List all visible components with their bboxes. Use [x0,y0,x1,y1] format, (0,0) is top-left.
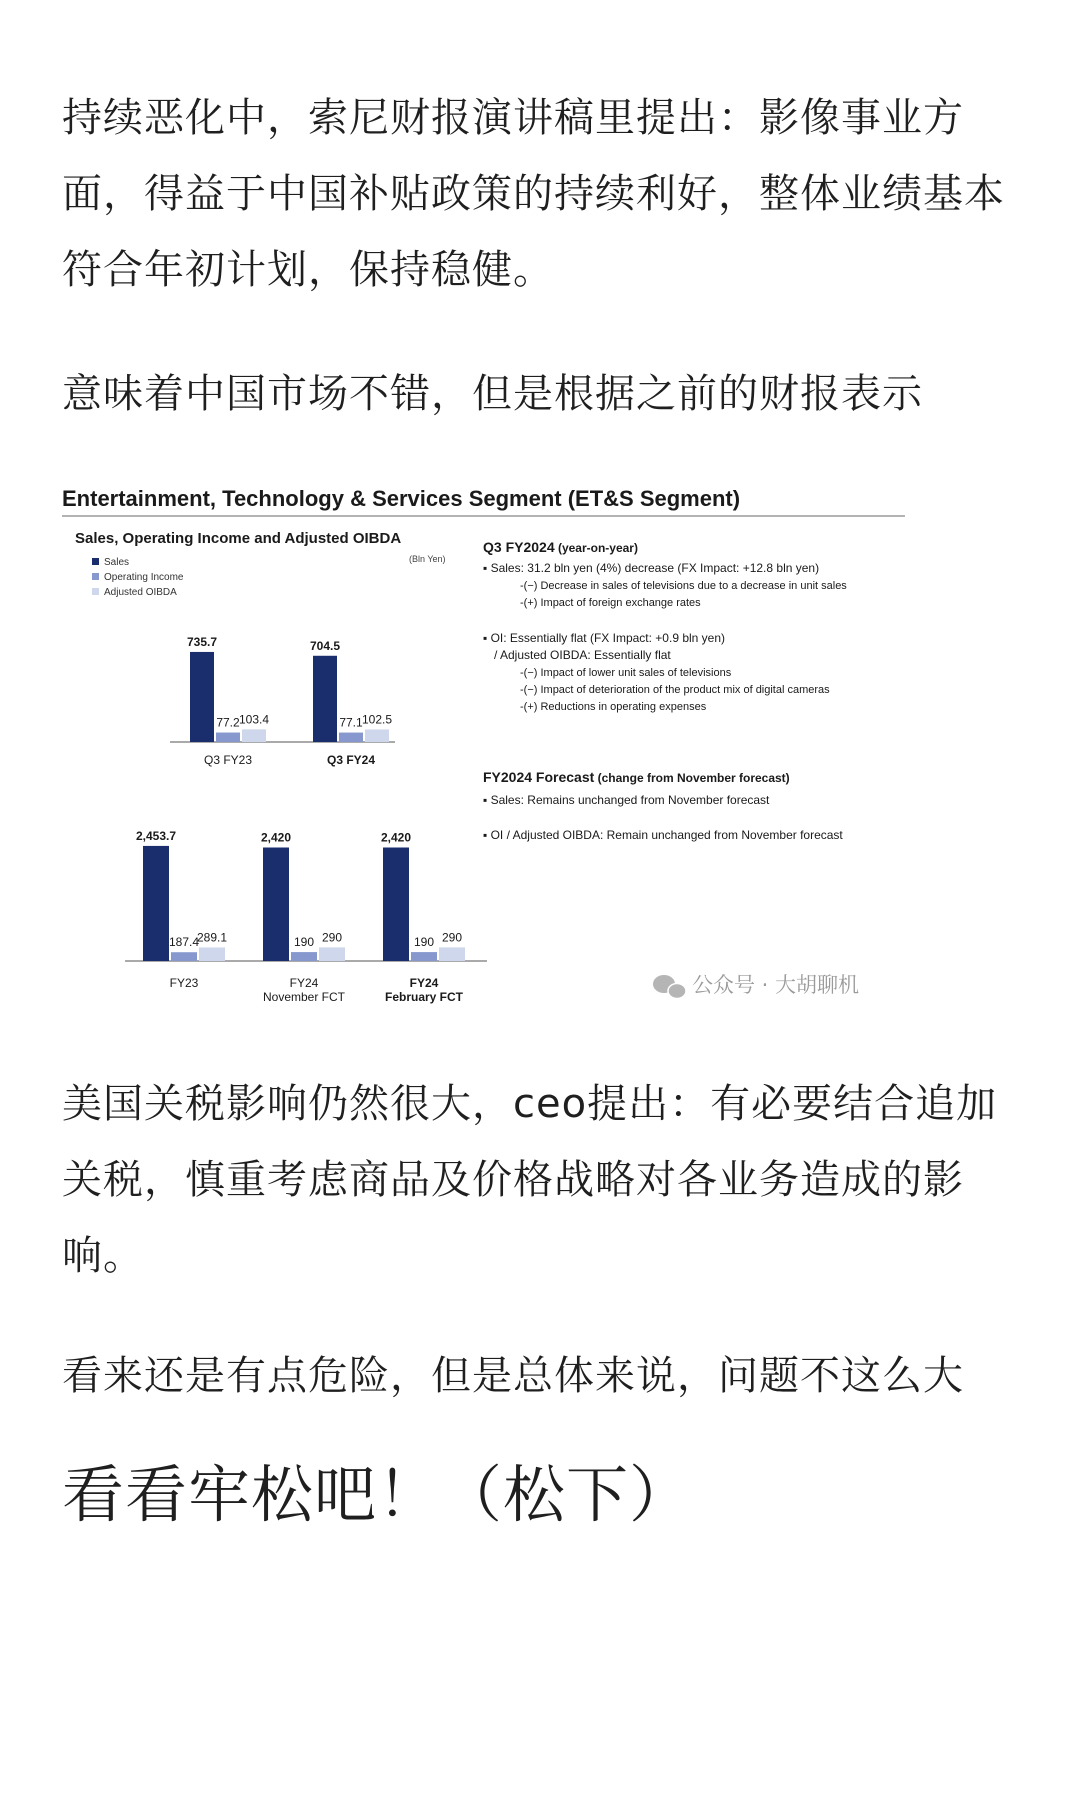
data-label-operating-income: 190 [413,935,435,950]
data-label-operating-income: 77.2 [216,715,240,730]
category-label: Q3 FY23 [203,753,253,767]
bar-operating-income [411,952,437,961]
category-label: FY23 [169,976,199,990]
forecast-oi-line: ▪ OI / Adjusted OIBDA: Remain unchanged from November forecast [483,828,843,842]
data-label-sales: 2,420 [260,830,292,845]
data-label-adjusted-oibda: 290 [441,930,463,945]
right-text-block [483,539,847,842]
annual-bar-chart [125,829,487,1004]
unit-label: (Bln Yen) [409,554,446,564]
data-label-sales: 735.7 [186,634,218,649]
q3-oi-sub-1: -(−) Impact of lower unit sales of televisions [520,667,732,679]
paragraph-imaging-business: 持续恶化中，索尼财报演讲稿里提出：影像事业方面，得益于中国补贴政策的持续利好，整体业绩基本符合年初计划，保持稳健。 [62,95,1005,293]
bar-adjusted-oibda [439,947,465,961]
data-label-sales: 704.5 [309,638,341,653]
section-heading-panasonic: 看看牢松吧！（松下） [62,1458,693,1531]
q3-sales-sub-1: -(−) Decrease in sales of televisions due to a decrease in unit sales [520,580,847,592]
category-label: FY24 [409,976,439,990]
bar-operating-income [339,733,363,742]
data-label-sales: 2,420 [380,830,412,845]
legend-sales: Sales [104,557,130,568]
data-label-adjusted-oibda: 289.1 [196,930,228,945]
forecast-sales-line: ▪ Sales: Remains unchanged from November forecast [483,793,770,807]
legend-swatch-sales [92,558,99,565]
bar-operating-income [171,952,197,961]
q3-oi-sub-2: -(−) Impact of deterioration of the product mix of digital cameras [520,684,830,696]
bar-adjusted-oibda [242,729,266,742]
category-label: Q3 FY24 [326,753,376,767]
data-label-adjusted-oibda: 290 [321,930,343,945]
bar-sales [313,656,337,742]
q3-oi-sub-3: -(+) Reductions in operating expenses [520,701,707,713]
bar-sales [263,848,289,961]
data-label-adjusted-oibda: 102.5 [361,712,393,727]
watermark [653,973,859,999]
category-label: February FCT [384,990,464,1004]
chart-title: Sales, Operating Income and Adjusted OIBDA [75,530,402,547]
bar-sales [143,846,169,961]
q3-oi-line: ▪ OI: Essentially flat (FX Impact: +0.9 bln yen) [483,631,726,645]
data-label-sales: 2,453.7 [135,828,177,843]
bar-adjusted-oibda [199,947,225,961]
legend-adjusted-oibda: Adjusted OIBDA [104,587,177,598]
slide-title: Entertainment, Technology & Services Segment (ET&S Segment) [62,486,741,511]
paragraph-conclusion: 看来还是有点危险，但是总体来说，问题不这么大 [62,1353,964,1399]
chart-legend [92,557,184,598]
bar-sales [383,848,409,961]
paragraph-china-market: 意味着中国市场不错，但是根据之前的财报表示 [62,371,923,417]
forecast-heading: FY2024 Forecast (change from November forecast) [483,769,790,785]
paragraph-us-tariffs: 美国关税影响仍然很大，ceo提出：有必要结合追加关税，慎重考虑商品及价格战略对各业务造成的影响。 [62,1081,998,1279]
bar-operating-income [291,952,317,961]
q3-sales-sub-2: -(+) Impact of foreign exchange rates [520,597,701,609]
bar-adjusted-oibda [365,729,389,742]
category-label: November FCT [262,990,346,1004]
wechat-icon [653,975,686,999]
q3-oibda-line: / Adjusted OIBDA: Essentially flat [494,648,671,662]
legend-swatch-adjusted-oibda [92,588,99,595]
data-label-operating-income: 190 [293,935,315,950]
bar-adjusted-oibda [319,947,345,961]
bar-operating-income [216,733,240,742]
ets-segment-slide [0,470,1080,1010]
data-label-adjusted-oibda: 103.4 [238,712,270,727]
watermark-text: 公众号 · 大胡聊机 [692,973,860,997]
category-label: FY24 [289,976,319,990]
quarterly-bar-chart [170,635,395,767]
legend-operating-income: Operating Income [104,572,184,583]
data-label-operating-income: 187.4 [168,935,200,950]
q3-heading: Q3 FY2024 (year-on-year) [483,539,638,555]
data-label-operating-income: 77.1 [339,715,363,730]
bar-sales [190,652,214,742]
q3-sales-line: ▪ Sales: 31.2 bln yen (4%) decrease (FX Impact: +12.8 bln yen) [483,561,820,575]
legend-swatch-operating-income [92,573,99,580]
